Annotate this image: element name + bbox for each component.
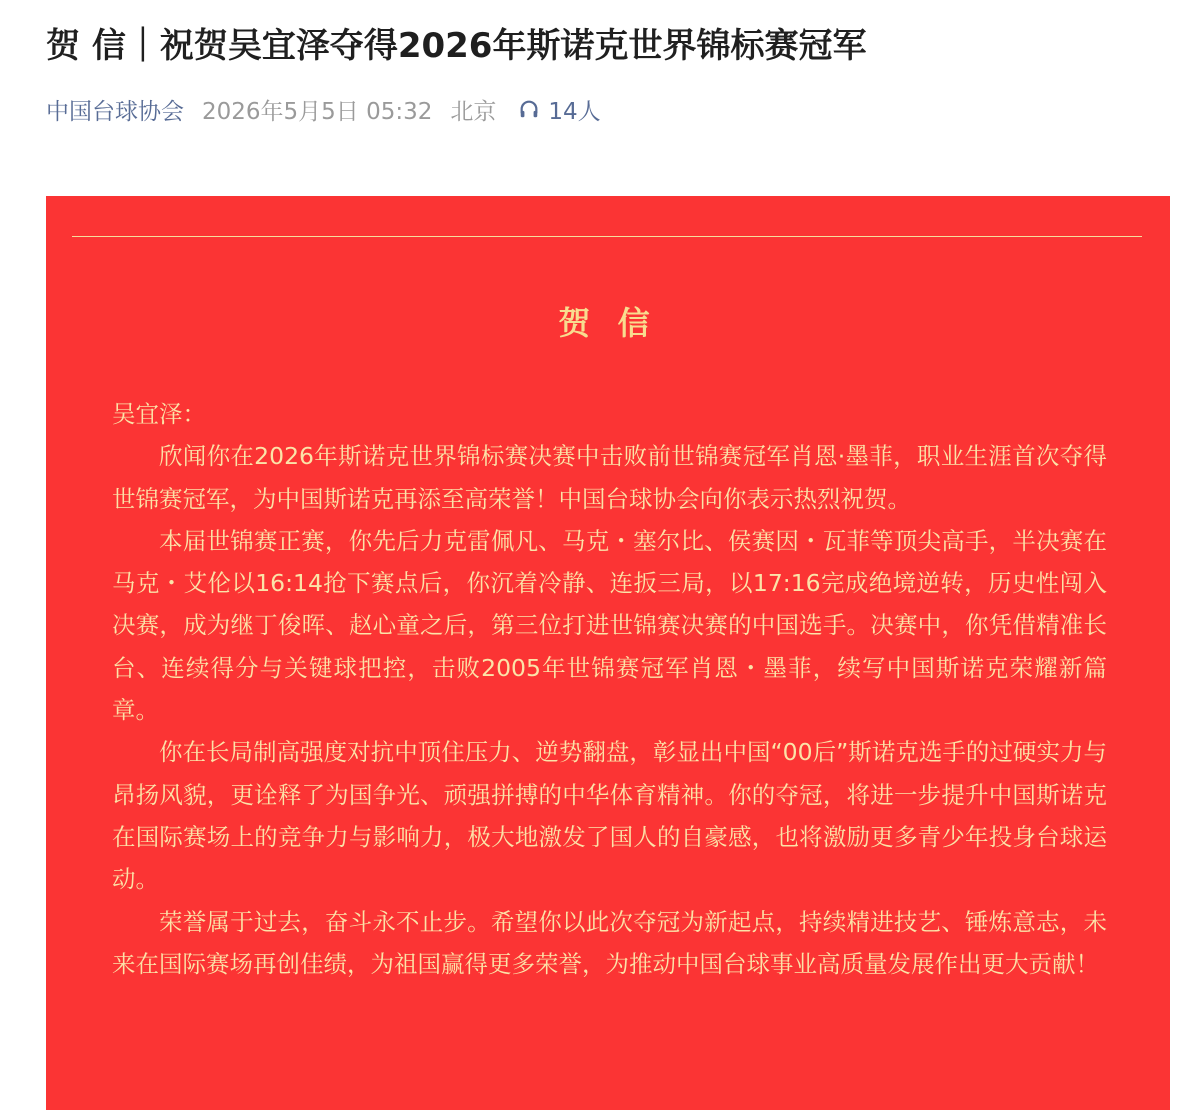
article-meta [46, 92, 601, 126]
letter-heading: 贺 信 [558, 304, 658, 342]
letter-paragraph: 你在长局制高强度对抗中顶住压力、逆势翻盘，彰显出中国“00后”斯诺克选手的过硬实力与昂扬风貌，更诠释了为国争光、顽强拼搏的中华体育精神。你的夺冠，将进一步提升中国斯诺克在国际赛场上的竞争力与影响力，极大地激发了国人的自豪感，也将激励更多青少年投身台球运动。 [112, 738, 1107, 894]
congratulation-letter-image [46, 196, 1170, 1110]
letter-paragraph: 本届世锦赛正赛，你先后力克雷佩凡、马克・塞尔比、侯赛因・瓦菲等顶尖高手，半决赛在马克・艾伦以16:14抢下赛点后，你沉着冷静、连扳三局，以17:16完成绝境逆转，历史性闯入决赛，成为继丁俊晖、赵心童之后，第三位打进世锦赛决赛的中国选手。决赛中，你凭借精准长台、连续得分与关键球把控，击败2005年世锦赛冠军肖恩・墨菲，续写中国斯诺克荣耀新篇章。 [112, 526, 1107, 725]
letter-body [112, 393, 1107, 985]
author-link[interactable]: 中国台球协会 [46, 98, 184, 125]
letter-paragraph: 荣誉属于过去，奋斗永不止步。希望你以此次夺冠为新起点，持续精进技艺、锤炼意志，未来在国际赛场再创佳绩，为祖国赢得更多荣誉，为推动中国台球事业高质量发展作出更大贡献！ [112, 907, 1107, 978]
headphones-icon [518, 98, 540, 120]
article-title: 贺 信｜祝贺吴宜泽夺得2026年斯诺克世界锦标赛冠军 [46, 26, 867, 66]
publish-datetime: 2026年5月5日 05:32 [202, 98, 433, 125]
listener-count: 14人 [548, 98, 601, 125]
letter-salutation: 吴宜泽： [112, 400, 206, 428]
gold-divider [72, 236, 1142, 237]
letter-paragraph: 欣闻你在2026年斯诺克世界锦标赛决赛中击败前世锦赛冠军肖恩·墨菲，职业生涯首次夺得世锦赛冠军，为中国斯诺克再添至高荣誉！中国台球协会向你表示热烈祝贺。 [112, 442, 1107, 513]
listen-button[interactable] [518, 93, 600, 126]
publish-location: 北京 [450, 98, 497, 125]
